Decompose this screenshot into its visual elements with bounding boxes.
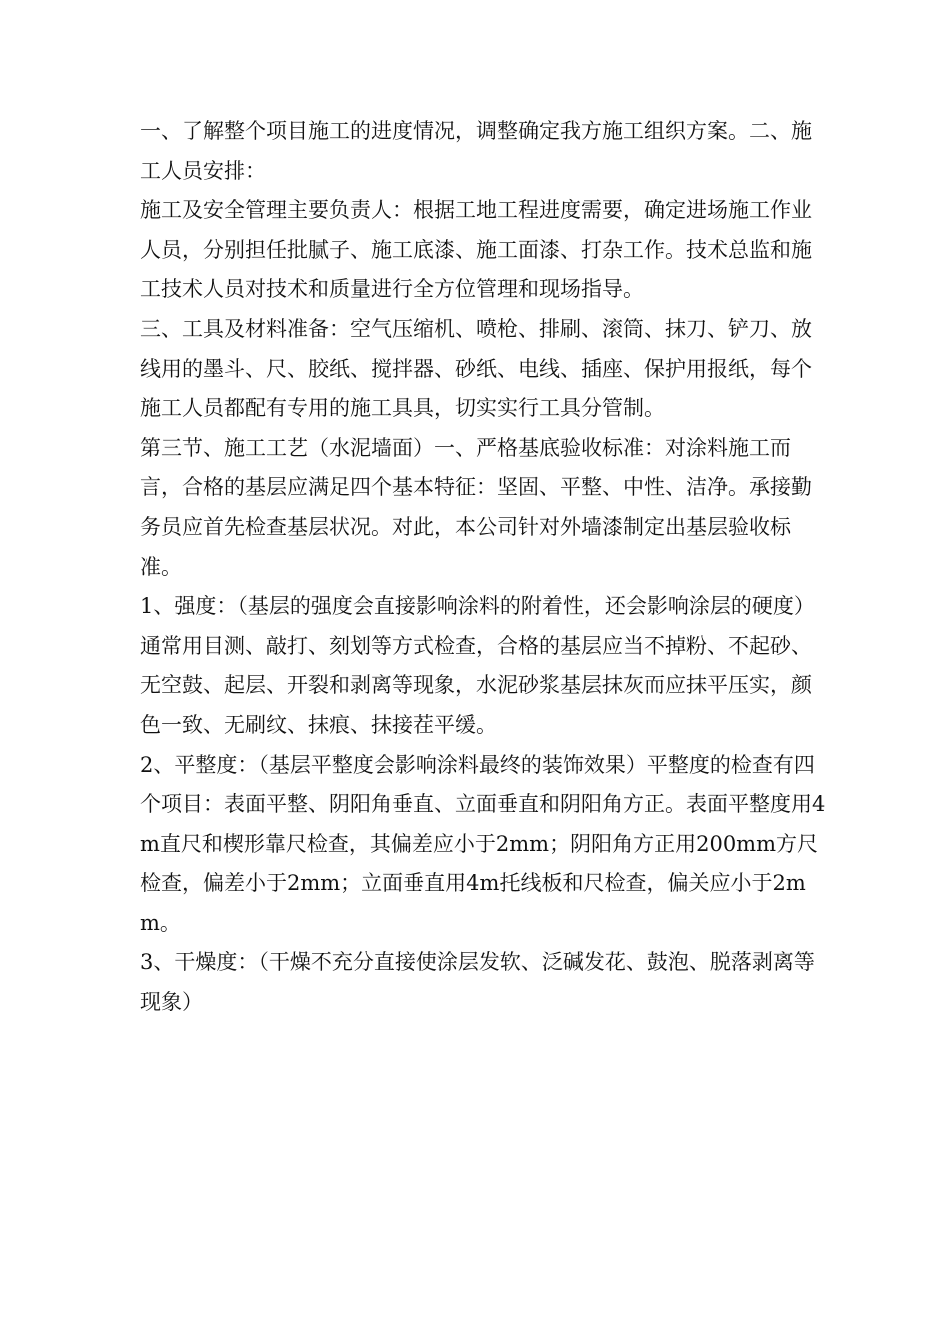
paragraph-tools-materials: 三、工具及材料准备：空气压缩机、喷枪、排刷、滚筒、抹刀、铲刀、放线用的墨斗、尺、胶纸、搅拌器、砂纸、电线、插座、保护用报纸，每个施工人员都配有专用的施工具具，切实实行工具分管制。 — [140, 316, 812, 421]
paragraph-project-progress: 一、了解整个项目施工的进度情况，调整确定我方施工组织方案。二、施工人员安排： — [140, 119, 812, 183]
paragraph-flatness: 2、平整度：（基层平整度会影响涂料最终的装饰效果）平整度的检查有四个项目：表面平整、阴阳角垂直、立面垂直和阴阳角方正。表面平整度用4m直尺和楔形靠尺检查，其偏差应小于2mm；阴阳角方正用200mm方尺检查，偏差小于2mm；立面垂直用4m托线板和尺检查，偏关应小于2mm。 — [140, 752, 826, 935]
paragraph-dryness: 3、干燥度：（干燥不充分直接使涂层发软、泛碱发花、鼓泡、脱落剥离等现象） — [140, 950, 815, 1015]
paragraph-construction-process: 第三节、施工工艺（水泥墙面）一、严格基底验收标准：对涂料施工而言，合格的基层应满足四个基本特征：坚固、平整、中性、洁净。承接勤务员应首先检查基层状况。对此，本公司针对外墙漆制定出基层验收标准。 — [140, 435, 812, 579]
paragraph-staff-arrangement: 施工及安全管理主要负责人：根据工地工程进度需要，确定进场施工作业人员，分别担任批腻子、施工底漆、施工面漆、打杂工作。技术总监和施工技术人员对技术和质量进行全方位管理和现场指导。 — [140, 198, 812, 302]
paragraph-strength-check: 通常用目测、敲打、刻划等方式检查，合格的基层应当不掉粉、不起砂、无空鼓、起层、开裂和剥离等现象，水泥砂浆基层抹灰而应抹平压实，颜色一致、无刷纹、抹痕、抹接茬平缓。 — [140, 633, 812, 737]
document-body — [140, 112, 830, 1023]
paragraph-strength-heading: 1、强度：（基层的强度会直接影响涂料的附着性，还会影响涂层的硬度） — [140, 594, 815, 619]
